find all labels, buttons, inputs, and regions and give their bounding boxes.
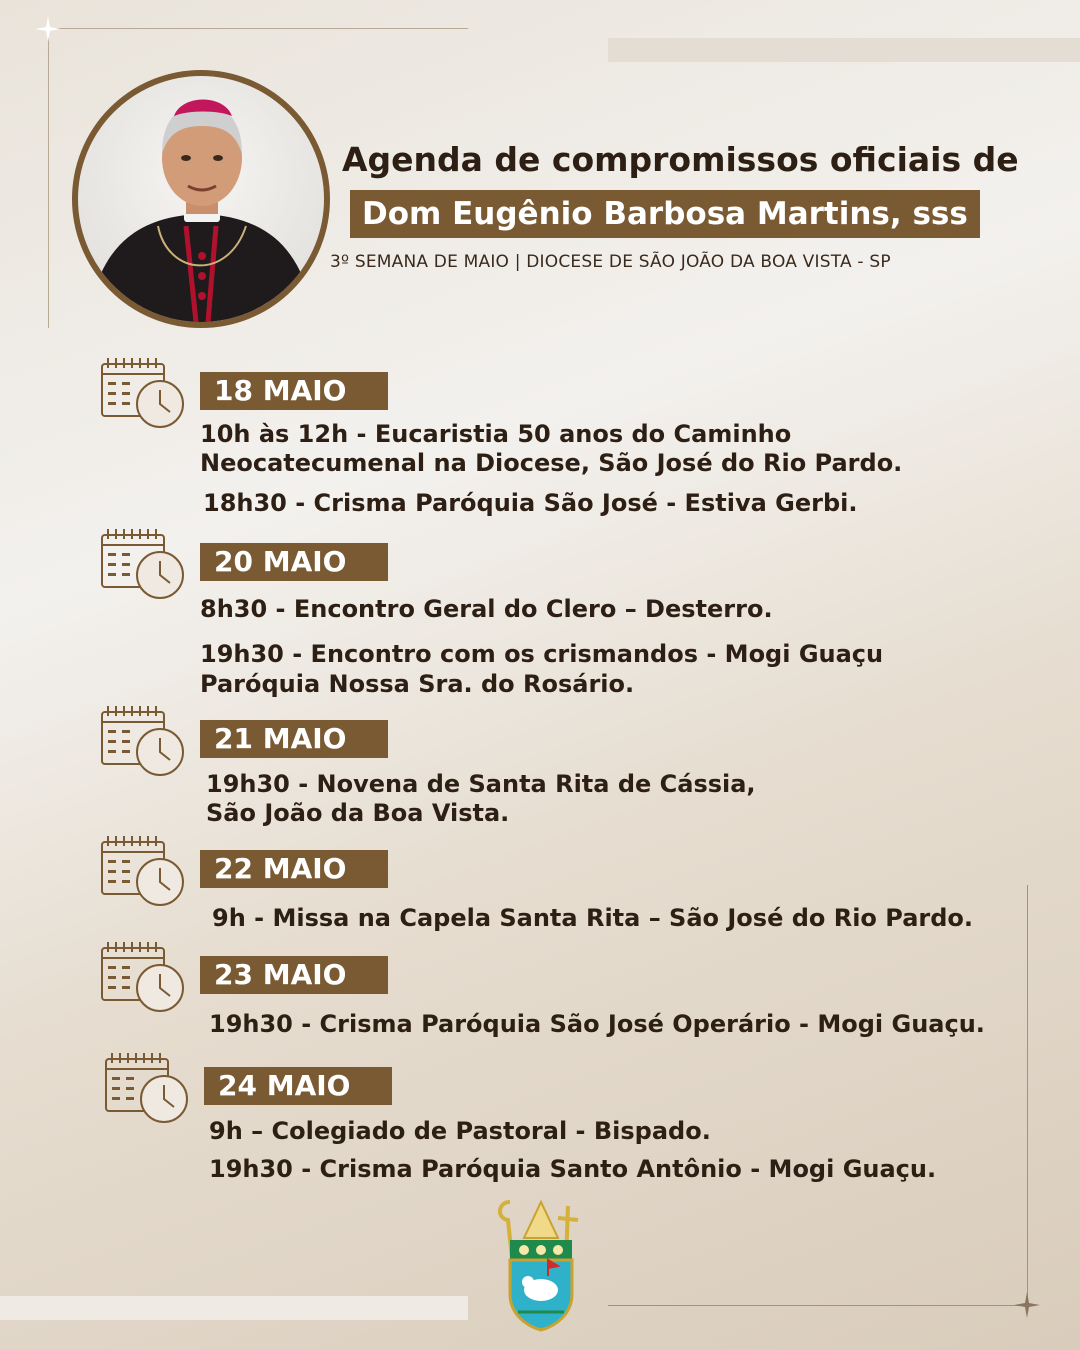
sparkle-icon xyxy=(1014,1292,1040,1318)
event-line: 10h às 12h - Eucaristia 50 anos do Caminho xyxy=(200,420,792,448)
frame-line-right xyxy=(1027,885,1028,1305)
event-line: 9h – Colegiado de Pastoral - Bispado. xyxy=(209,1117,711,1145)
event-line: 18h30 - Crisma Paróquia São José - Estiva Gerbi. xyxy=(203,489,858,517)
top-right-decor-bar xyxy=(608,38,1080,62)
bottom-left-decor-bar xyxy=(0,1296,468,1320)
week-diocese-subtitle: 3º SEMANA DE MAIO | DIOCESE DE SÃO JOÃO DA BOA VISTA - SP xyxy=(330,252,891,272)
event-line: 19h30 - Crisma Paróquia São José Operário - Mogi Guaçu. xyxy=(209,1010,985,1038)
date-badge: 23 MAIO xyxy=(200,956,388,994)
event-line: 9h - Missa na Capela Santa Rita – São José do Rio Pardo. xyxy=(212,904,974,932)
bishop-name-banner: Dom Eugênio Barbosa Martins, sss xyxy=(350,190,980,238)
date-badge: 20 MAIO xyxy=(200,543,388,581)
sparkle-icon xyxy=(35,16,61,42)
diocese-coat-of-arms xyxy=(488,1196,594,1336)
calendar-clock-icon xyxy=(100,704,186,778)
event-line: Paróquia Nossa Sra. do Rosário. xyxy=(200,670,635,698)
frame-line-top xyxy=(48,28,468,29)
calendar-clock-icon xyxy=(100,527,186,601)
event-line: 19h30 - Crisma Paróquia Santo Antônio - Mogi Guaçu. xyxy=(209,1155,937,1183)
date-badge: 18 MAIO xyxy=(200,372,388,410)
date-badge: 21 MAIO xyxy=(200,720,388,758)
page-title: Agenda de compromissos oficiais de xyxy=(342,140,1019,179)
event-line: São João da Boa Vista. xyxy=(206,799,510,827)
calendar-clock-icon xyxy=(100,940,186,1014)
date-badge: 24 MAIO xyxy=(204,1067,392,1105)
frame-line-left xyxy=(48,28,49,328)
event-line: Neocatecumenal na Diocese, São José do Rio Pardo. xyxy=(200,449,903,477)
event-line: 19h30 - Novena de Santa Rita de Cássia, xyxy=(206,770,756,798)
calendar-clock-icon xyxy=(100,356,186,430)
event-line: 8h30 - Encontro Geral do Clero – Desterro. xyxy=(200,595,773,623)
calendar-clock-icon xyxy=(100,834,186,908)
date-badge: 22 MAIO xyxy=(200,850,388,888)
bishop-photo-illustration xyxy=(78,76,324,322)
frame-line-bottom xyxy=(608,1305,1028,1306)
event-line: 19h30 - Encontro com os crismandos - Mogi Guaçu xyxy=(200,640,884,668)
calendar-clock-icon xyxy=(104,1051,190,1125)
bishop-portrait xyxy=(72,70,330,328)
